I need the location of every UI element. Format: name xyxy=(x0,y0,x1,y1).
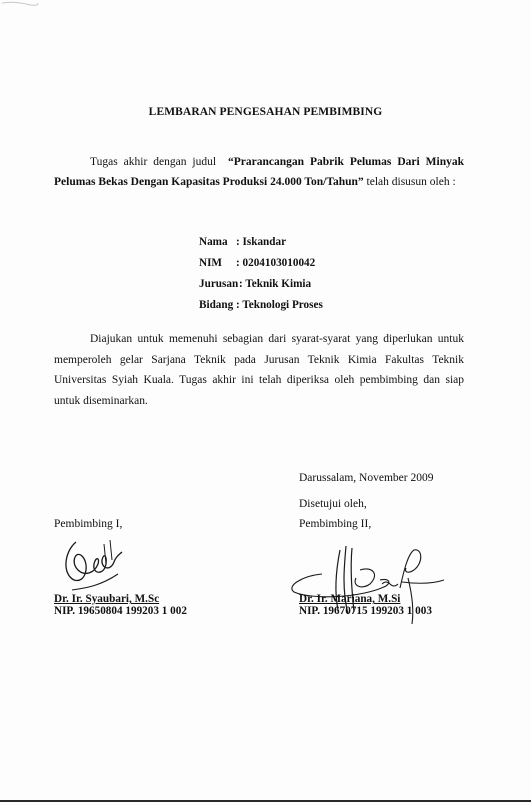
major-label: Jurusan xyxy=(199,278,239,290)
page-title: LEMBARAN PENGESAHAN PEMBIMBING xyxy=(148,106,383,118)
bottom-edge-line xyxy=(0,800,531,802)
intro-suffix: telah disusun oleh : xyxy=(366,176,456,188)
scan-artifact xyxy=(0,0,40,8)
approved-by: Disetujui oleh, xyxy=(299,498,367,510)
supervisor2-role: Pembimbing II, xyxy=(299,518,372,530)
body-paragraph xyxy=(54,329,464,411)
supervisor1-role: Pembimbing I, xyxy=(54,518,123,530)
student-name-row xyxy=(199,236,323,257)
student-info xyxy=(199,236,323,320)
student-major-row xyxy=(199,278,323,299)
name-label: Nama xyxy=(199,236,228,248)
body-text: Diajukan untuk memenuhi sebagian dari syarat-syarat yang diperlukan untuk memperoleh gelar Sarjana Teknik pada Jurusan Teknik Kimia Fakultas Teknik Universitas Syiah Kuala. Tugas akhir ini telah diperiksa oleh pembimbing dan siap untuk diseminarkan. xyxy=(54,333,464,407)
supervisor1-signature xyxy=(60,534,130,596)
student-nim-row xyxy=(199,257,323,278)
supervisor1-name: Dr. Ir. Syaubari, M.Sc xyxy=(54,593,160,605)
place-date: Darussalam, November 2009 xyxy=(299,472,434,484)
thesis-title: “Prarancangan Pabrik Pelumas Dari Minyak Pelumas Bekas Dengan Kapasitas Produksi 24.000 Ton/Tahun” xyxy=(54,156,464,188)
major-value: : Teknik Kimia xyxy=(239,278,312,290)
field-label: Bidang xyxy=(199,299,234,311)
student-field-row xyxy=(199,299,323,320)
supervisor2-name: Dr. Ir. Mariana, M.Si xyxy=(299,593,401,605)
supervisor1-nip: NIP. 19650804 199203 1 002 xyxy=(54,605,187,617)
nim-label: NIM xyxy=(199,257,222,269)
supervisor2-nip: NIP. 19670715 199203 1 003 xyxy=(299,605,432,617)
intro-paragraph xyxy=(54,152,464,192)
name-value: : Iskandar xyxy=(236,236,287,248)
field-value: : Teknologi Proses xyxy=(236,299,323,311)
intro-prefix: Tugas akhir dengan judul xyxy=(90,156,217,168)
nim-value: : 0204103010042 xyxy=(236,257,316,269)
